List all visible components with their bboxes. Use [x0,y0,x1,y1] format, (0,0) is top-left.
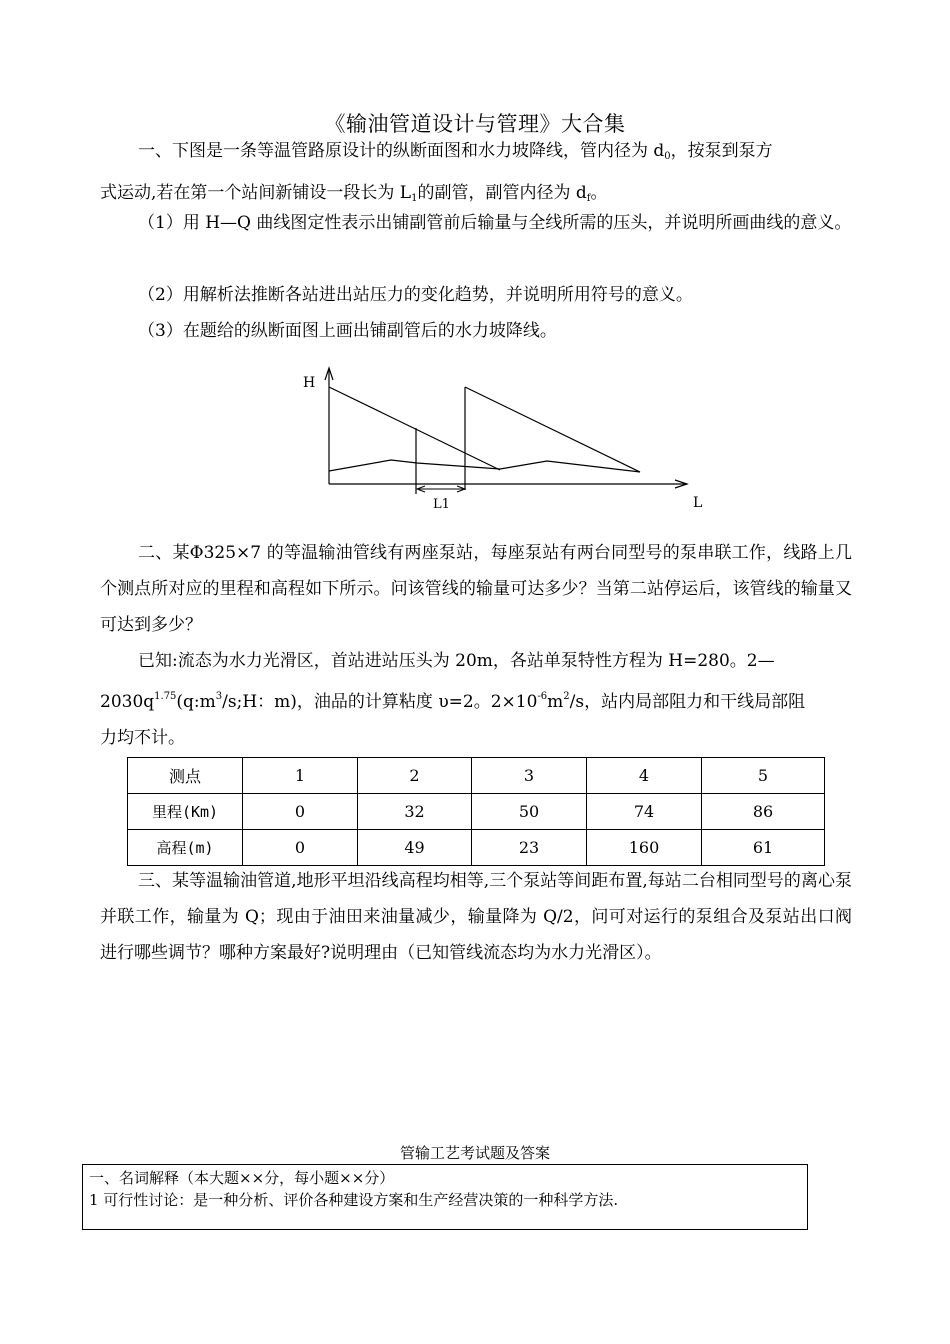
table-cell: 3 [472,758,587,794]
table-cell: 0 [243,830,358,866]
table-cell: 160 [587,830,702,866]
hydraulic-gradient-station-1 [329,387,500,470]
table-header-row [128,758,825,794]
y-axis-label: H [303,375,316,391]
table-cell: 高程(m) [128,830,243,866]
table-cell: 23 [472,830,587,866]
table-cell: 32 [358,794,472,830]
question-3-text: 三、某等温输油管道,地形平坦沿线高程均相等,三个泵站等间距布置,每站二台相同型号的离心泵并联工作，输量为 Q；现由于油田来油量减少，输量降为 Q/2，问可对运行的泵组合及泵站出口阀进行哪些调节？哪种方案最好?说明理由（已知管线流态均为水力光滑区）。 [100,871,852,963]
table-cell: 61 [702,830,825,866]
exam-answers-title: 管输工艺考试题及答案 [399,1144,550,1162]
table-cell: 1 [243,758,358,794]
measurement-table [127,757,825,866]
table-cell: 50 [472,794,587,830]
q2-known-line-2: $2030q^{1.75}(q:m^3/s;H$：m)，油品的计算粘度 υ=2。$2\times 10^{-6}m^2/s$，站内局部阻力和干线局部阻 [100,691,806,712]
table-cell: 测点 [128,758,243,794]
hydraulic-gradient-station-2 [465,387,640,472]
table-cell: 5 [702,758,825,794]
question-1-part-1: （1）用 H—Q 曲线图定性表示出铺副管前后输量与全线所需的压头，并说明所画曲线的意义。 [138,213,852,233]
table-cell: 里程(Km) [128,794,243,830]
question-2-known [100,643,852,756]
l1-label: L1 [433,497,450,512]
x-axis-label: L [693,495,703,511]
profile-diagram [295,360,725,520]
question-1-part-2: （2）用解析法推断各站进出站压力的变化趋势，并说明所用符号的意义。 [138,285,693,305]
table-cell: 2 [358,758,472,794]
q1-intro-line-1: 一、下图是一条等温管路原设计的纵断面图和水力坡降线，管内径为 $d_0$，按泵到泵方 [138,141,773,162]
page-title: 《输油管道设计与管理》大合集 [324,112,626,136]
question-2-text: 二、某Φ325×7 的等温输油管线有两座泵站，每座泵站有两台同型号的泵串联工作，线路上几个测点所对应的里程和高程如下所示。问该管线的输量可达多少？当第二站停运后，该管线的输量又可达到多少？ [100,543,852,635]
answer-box-heading: 一、名词解释（本大题××分，每小题××分） [89,1169,395,1187]
table-cell: 86 [702,794,825,830]
answer-box-item-1: 1 可行性讨论：是一种分析、评价各种建设方案和生产经营决策的一种科学方法. [89,1191,619,1209]
table-row [128,830,825,866]
q2-known-line-1: 已知:流态为水力光滑区，首站进站压头为 20m，各站单泵特性方程为 H=280。2— [138,651,775,671]
table-cell: 49 [358,830,472,866]
table-row [128,794,825,830]
table-cell: 0 [243,794,358,830]
q2-known-line-3: 力均不计。 [100,728,185,748]
answer-box [82,1164,808,1230]
q1-intro-line-2: 式运动,若在第一个站间新铺设一段长为 $L_1$的副管，副管内径为 $d_f$。 [100,183,608,204]
table-cell: 74 [587,794,702,830]
table-cell: 4 [587,758,702,794]
question-1-part-3: （3）在题给的纵断面图上画出铺副管后的水力坡降线。 [138,321,557,341]
terrain-profile-line [329,460,640,472]
